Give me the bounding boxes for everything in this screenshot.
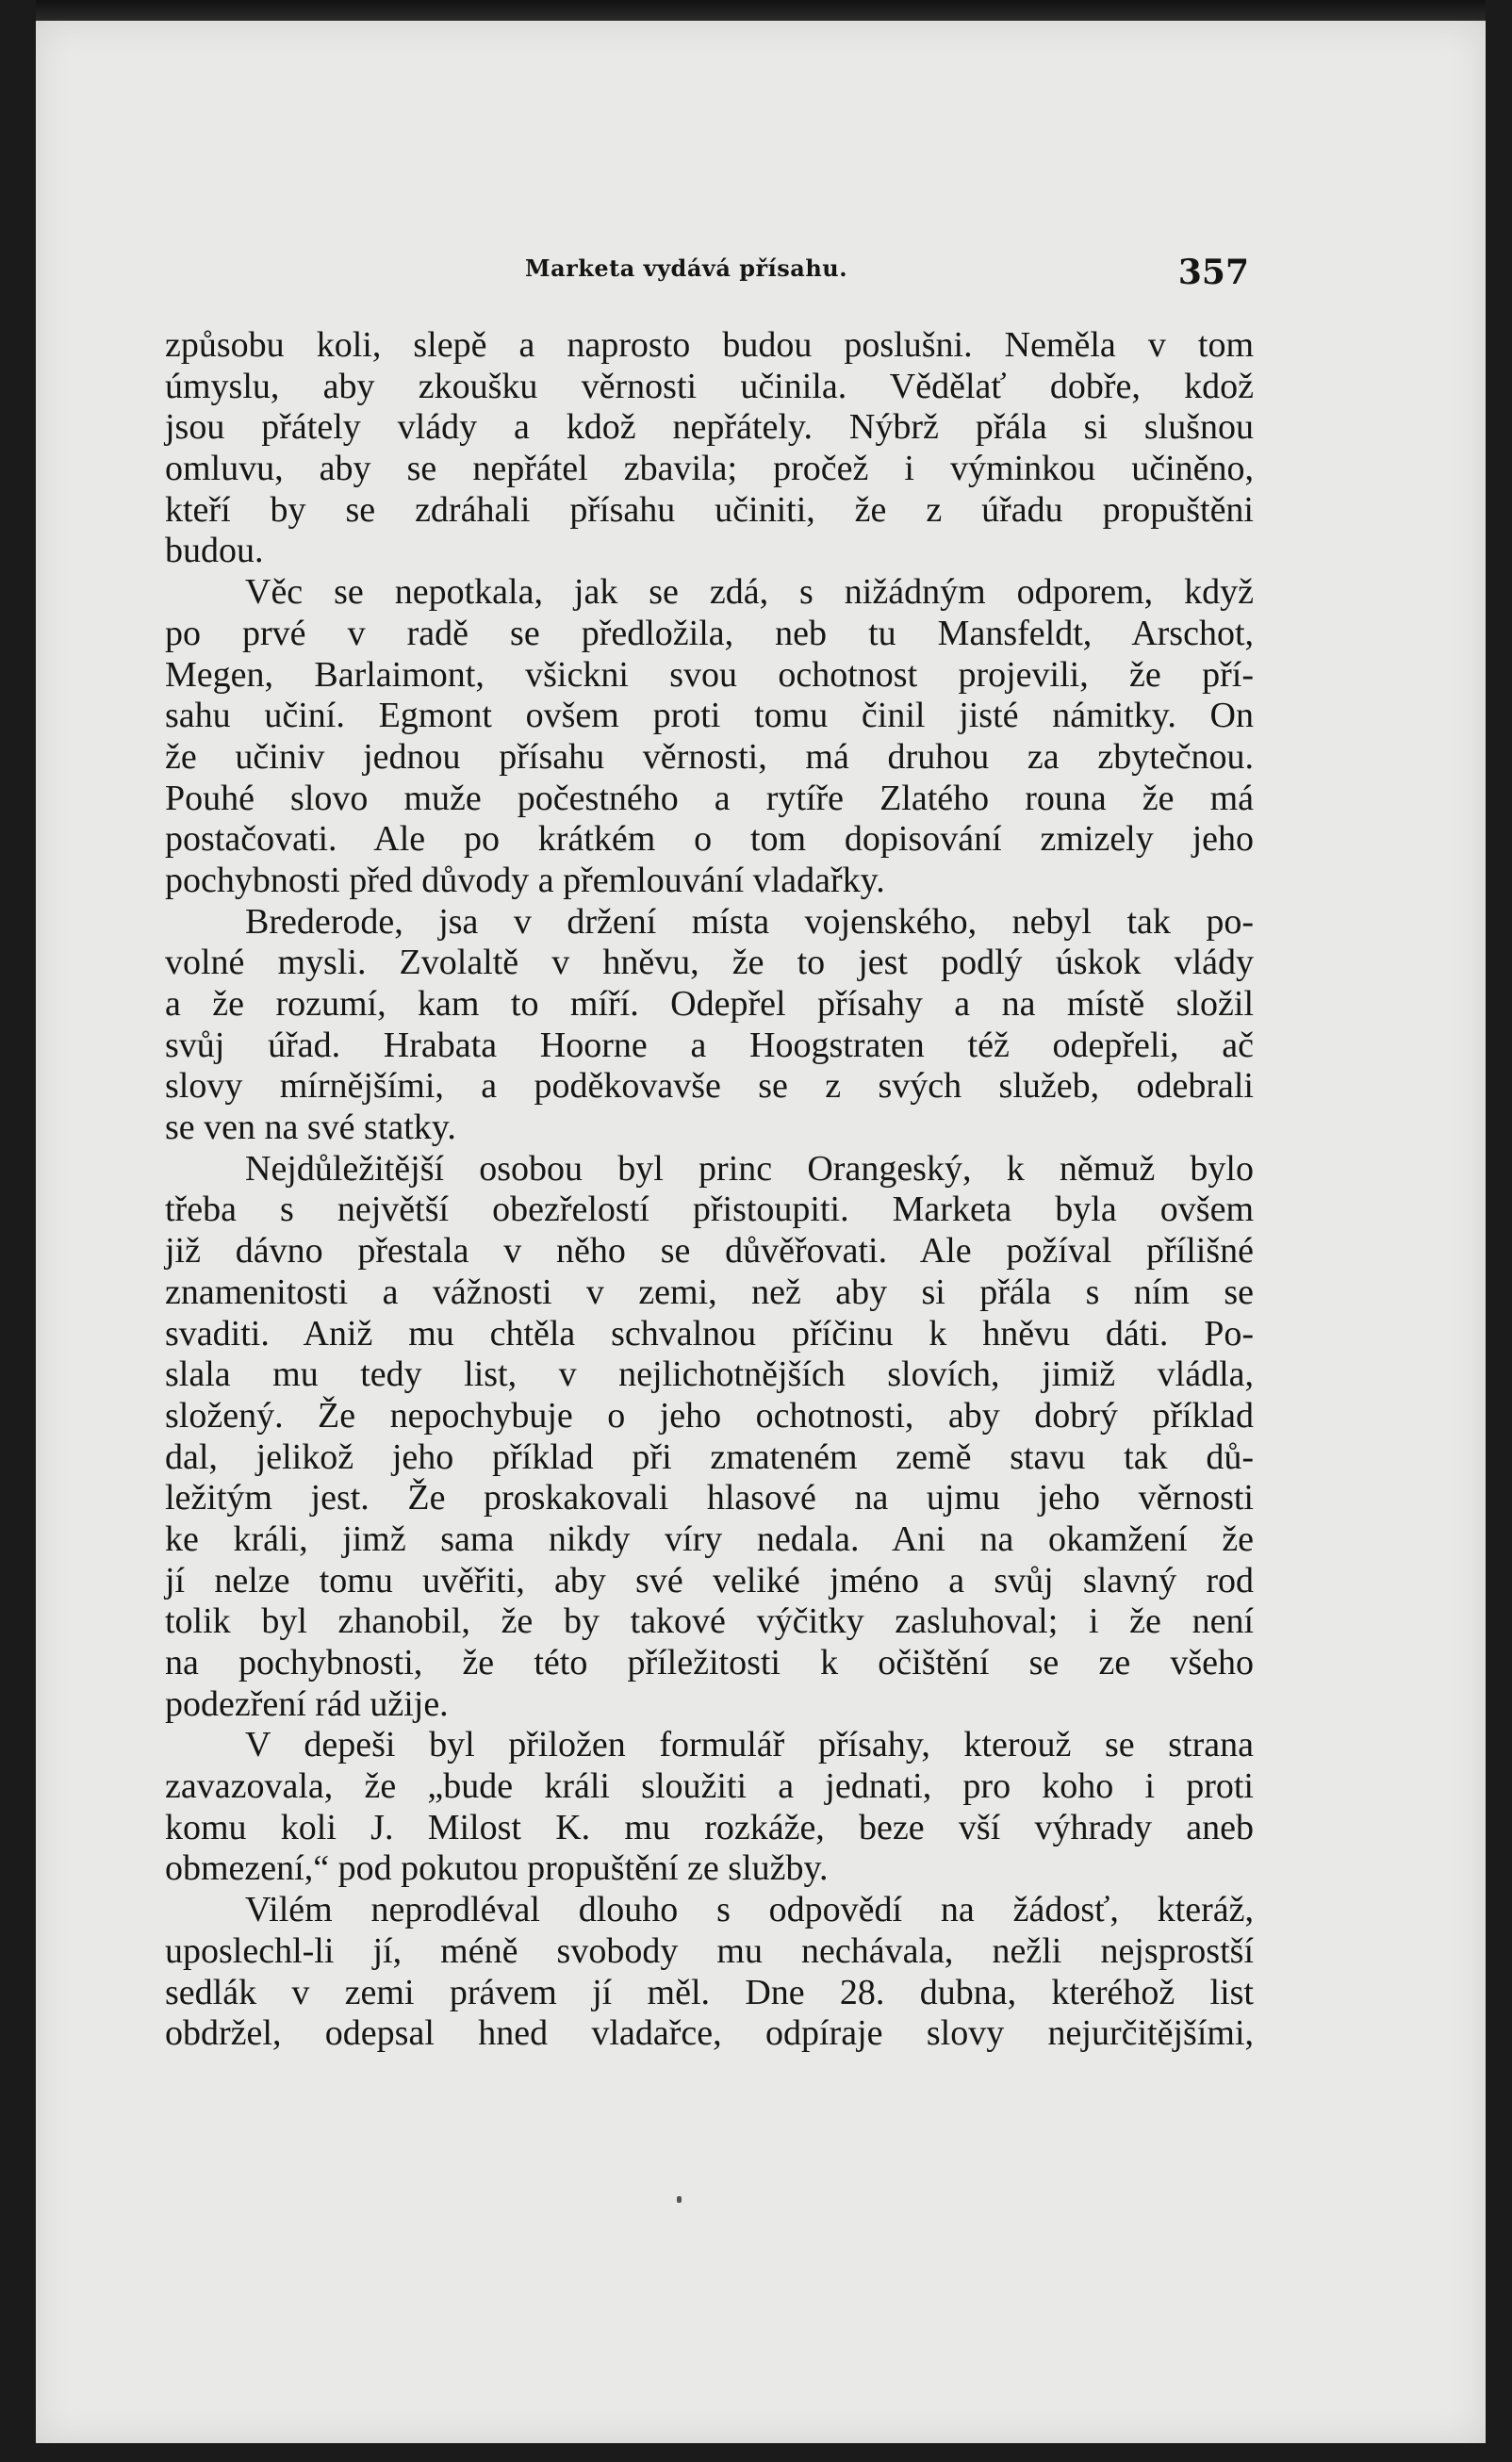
text-line: tolik byl zhanobil, že by takové výčitky zasluhoval; i že není	[165, 1601, 1254, 1642]
text-line: Brederode, jsa v držení místa vojenského, nebyl tak po-	[245, 901, 1254, 942]
text-line: Nejdůležitější osobou byl princ Orangeský, k němuž bylo	[245, 1148, 1254, 1189]
text-line: svaditi. Aniž mu chtěla schvalnou příčinu k hněvu dáti. Po-	[165, 1313, 1254, 1354]
text-line: slala mu tedy list, v nejlichotnějších slovích, jimiž vládla,	[165, 1354, 1254, 1395]
text-line: postačovati. Ale po krátkém o tom dopisování zmizely jeho	[165, 819, 1254, 860]
text-line: obmezení,“ pod pokutou propuštění ze služby.	[165, 1848, 829, 1889]
text-line: Pouhé slovo muže počestného a rytíře Zlatého rouna že má	[165, 778, 1254, 818]
text-line: budou.	[165, 531, 264, 571]
scan-speck	[677, 2196, 682, 2203]
text-line: ke králi, jimž sama nikdy víry nedala. Ani na okamžení že	[165, 1518, 1254, 1559]
text-line: V depeši byl přiložen formulář přísahy, kterouž se strana	[245, 1725, 1254, 1765]
text-line: že učiniv jednou přísahu věrnosti, má druhou za zbytečnou.	[165, 736, 1254, 777]
text-line: již dávno přestala v něho se důvěřovati. Ale požíval přílišné	[165, 1231, 1254, 1272]
text-line: svůj úřad. Hrabata Hoorne a Hoogstraten též odepřeli, ač	[165, 1025, 1254, 1065]
text-line: sahu učiní. Egmont ovšem proti tomu činil jisté námitky. On	[165, 696, 1254, 736]
text-line: dal, jelikož jeho příklad při zmateném země stavu tak dů-	[165, 1436, 1254, 1477]
text-line: pochybnosti před důvody a přemlouvání vladařky.	[165, 860, 885, 900]
text-line: omluvu, aby se nepřátel zbavila; pročež i výminkou učiněno,	[165, 449, 1254, 489]
scan-top-edge	[36, 0, 1486, 21]
text-line: podezření rád užije.	[165, 1683, 449, 1724]
text-line: slovy mírnějšími, a poděkovavše se z svých služeb, odebrali	[165, 1066, 1254, 1107]
text-line: a že rozumí, kam to míří. Odepřel přísahy a na místě složil	[165, 984, 1254, 1024]
text-line: úmyslu, aby zkoušku věrnosti učinila. Vědělať dobře, kdož	[165, 366, 1254, 406]
text-line: volné mysli. Zvolaltě v hněvu, že to jest podlý úskok vlády	[165, 943, 1254, 983]
running-head: Marketa vydává přísahu.	[525, 254, 848, 282]
body-text	[165, 325, 1254, 2055]
text-line: jsou přátely vlády a kdož nepřátely. Nýbrž přála si slušnou	[165, 407, 1254, 448]
text-line: třeba s největší obezřelostí přistoupiti. Marketa byla ovšem	[165, 1190, 1254, 1230]
text-line: po prvé v radě se předložila, neb tu Mansfeldt, Arschot,	[165, 613, 1254, 653]
page-header	[165, 254, 1249, 302]
text-line: kteří by se zdráhali přísahu učiniti, že z úřadu propuštěni	[165, 489, 1254, 530]
text-line: složený. Že nepochybuje o jeho ochotnosti, aby dobrý příklad	[165, 1395, 1254, 1436]
text-line: komu koli J. Milost K. mu rozkáže, beze vší výhrady aneb	[165, 1807, 1254, 1847]
text-line: Vilém neprodléval dlouho s odpovědí na žádosť, kteráž,	[245, 1890, 1254, 1930]
text-line: uposlechl-li jí, méně svobody mu nechávala, nežli nejsprostší	[165, 1930, 1254, 1971]
text-line: způsobu koli, slepě a naprosto budou poslušni. Neměla v tom	[165, 325, 1254, 365]
text-line: zavazovala, že „bude králi sloužiti a jednati, pro koho i proti	[165, 1766, 1254, 1807]
text-line: jí nelze tomu uvěřiti, aby své veliké jméno a svůj slavný rod	[165, 1560, 1254, 1600]
text-line: Megen, Barlaimont, všickni svou ochotnost projevili, že pří-	[165, 654, 1254, 695]
text-line: na pochybnosti, že této příležitosti k očištění se ze všeho	[165, 1643, 1254, 1682]
text-line: ležitým jest. Že proskakovali hlasové na ujmu jeho věrnosti	[165, 1478, 1254, 1518]
text-line: sedlák v zemi právem jí měl. Dne 28. dubna, kteréhož list	[165, 1972, 1254, 2012]
page-number: 357	[1177, 253, 1249, 292]
text-line: znamenitosti a vážnosti v zemi, než aby si přála s ním se	[165, 1272, 1254, 1312]
text-line: obdržel, odepsal hned vladařce, odpíraje slovy nejurčitějšími,	[165, 2013, 1254, 2054]
text-line: se ven na své statky.	[165, 1108, 456, 1148]
text-line: Věc se nepotkala, jak se zdá, s nižádným odporem, když	[245, 572, 1254, 613]
